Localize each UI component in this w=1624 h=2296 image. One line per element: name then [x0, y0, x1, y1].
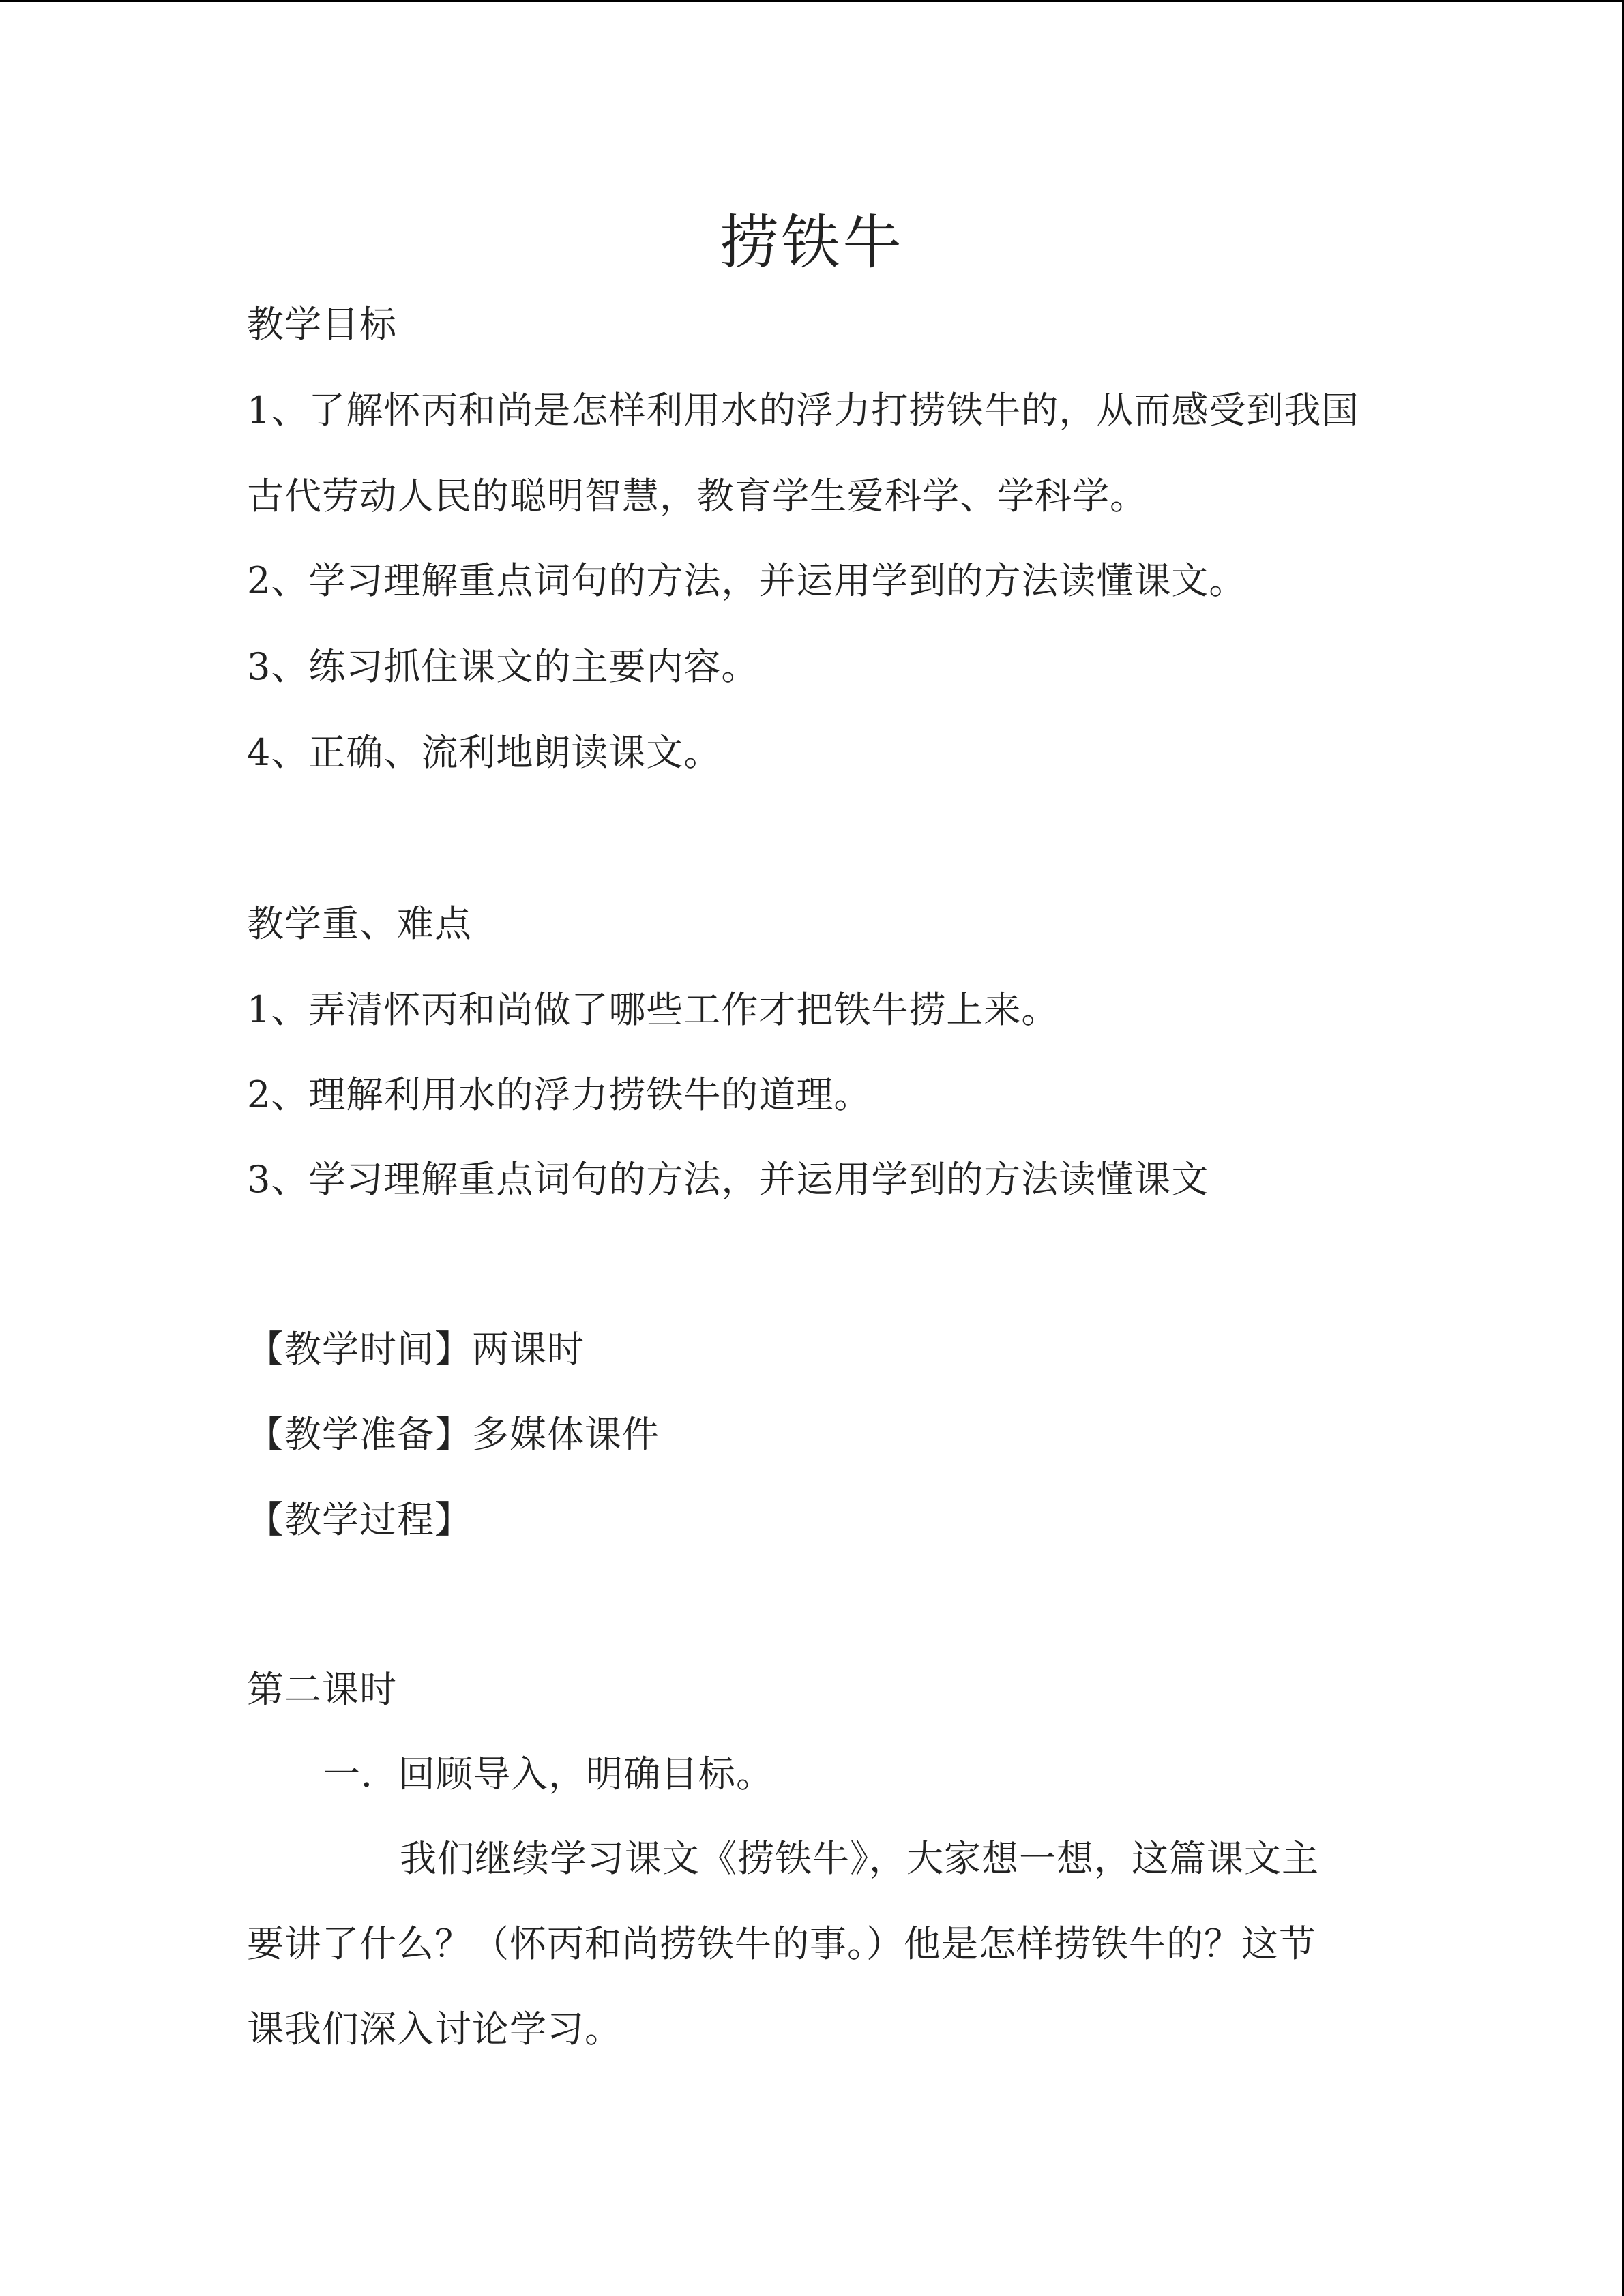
objective-item-4: 4、正确、流利地朗读课文。	[247, 731, 722, 774]
key-points-heading: 教学重、难点	[247, 902, 472, 945]
teaching-process: 【教学过程】	[247, 1498, 472, 1541]
teaching-preparation: 【教学准备】多媒体课件	[247, 1413, 660, 1456]
objective-item-2: 2、学习理解重点词句的方法，并运用学到的方法读懂课文。	[247, 559, 1247, 602]
lesson-heading: 第二课时	[247, 1668, 397, 1711]
objective-item-1-line-1: 1、了解怀丙和尚是怎样利用水的浮力打捞铁牛的，从而感受到我国	[247, 389, 1359, 432]
lesson-paragraph-line-3: 课我们深入讨论学习。	[247, 2008, 622, 2051]
key-point-item-2: 2、理解利用水的浮力捞铁牛的道理。	[247, 1073, 872, 1116]
lesson-paragraph-line-2: 要讲了什么？（怀丙和尚捞铁牛的事。）他是怎样捞铁牛的？这节	[247, 1922, 1316, 1965]
teaching-time: 【教学时间】两课时	[247, 1328, 585, 1371]
objectives-heading: 教学目标	[247, 303, 397, 346]
document-title: 捞铁牛	[720, 209, 904, 277]
key-point-item-1: 1、弄清怀丙和尚做了哪些工作才把铁牛捞上来。	[247, 988, 1059, 1031]
key-point-item-3: 3、学习理解重点词句的方法，并运用学到的方法读懂课文	[247, 1158, 1209, 1201]
objective-item-3: 3、练习抓住课文的主要内容。	[247, 645, 759, 688]
lesson-step-1: 一．回顾导入，明确目标。	[323, 1753, 773, 1795]
lesson-paragraph-line-1: 我们继续学习课文《捞铁牛》，大家想一想，这篇课文主	[400, 1837, 1319, 1880]
objective-item-1-line-2: 古代劳动人民的聪明智慧，教育学生爱科学、学科学。	[247, 475, 1147, 518]
